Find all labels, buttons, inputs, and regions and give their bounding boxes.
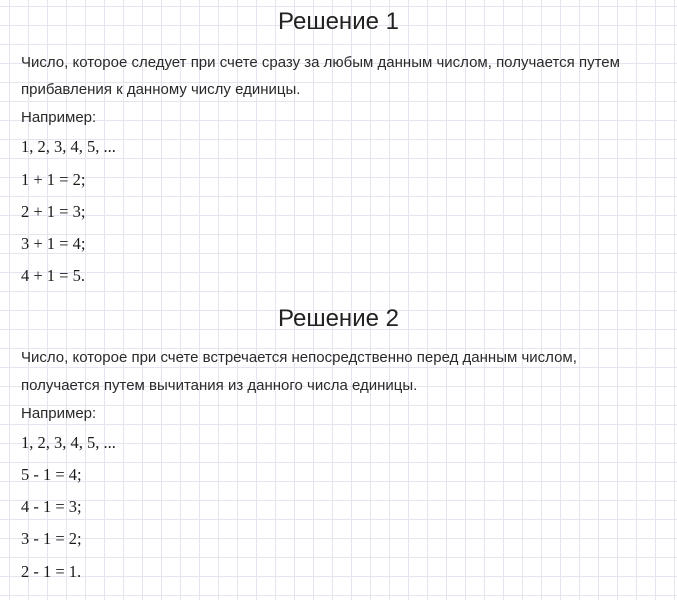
solution-1-equation-4: 4 + 1 = 5. [21, 266, 85, 285]
solution-2-equation-2: 4 - 1 = 3; [21, 497, 82, 516]
solution-2-equation-3: 3 - 1 = 2; [21, 529, 82, 548]
solution-2-example-label: Например: [21, 405, 97, 422]
solution-1-example-label: Например: [21, 109, 97, 126]
solution-1-text-line-1: Число, которое следует при счете сразу за любым данным числом, получается путем [21, 54, 620, 71]
solution-1-equation-2: 2 + 1 = 3; [21, 202, 86, 221]
solution-1-sequence: 1, 2, 3, 4, 5, ... [21, 137, 116, 156]
solution-1-text-line-2: прибавления к данному числу единицы. [21, 81, 301, 98]
solution-2-equation-4: 2 - 1 = 1. [21, 562, 82, 581]
solution-2-equation-1: 5 - 1 = 4; [21, 465, 82, 484]
solution-2-text-line-1: Число, которое при счете встречается непосредственно перед данным числом, [21, 349, 577, 366]
solution-2-heading: Решение 2 [278, 305, 399, 332]
solution-1-heading: Решение 1 [278, 8, 399, 35]
solution-1-equation-1: 1 + 1 = 2; [21, 170, 86, 189]
solution-2-sequence: 1, 2, 3, 4, 5, ... [21, 433, 116, 452]
solution-2-text-line-2: получается путем вычитания из данного числа единицы. [21, 377, 418, 394]
solution-1-equation-3: 3 + 1 = 4; [21, 234, 86, 253]
